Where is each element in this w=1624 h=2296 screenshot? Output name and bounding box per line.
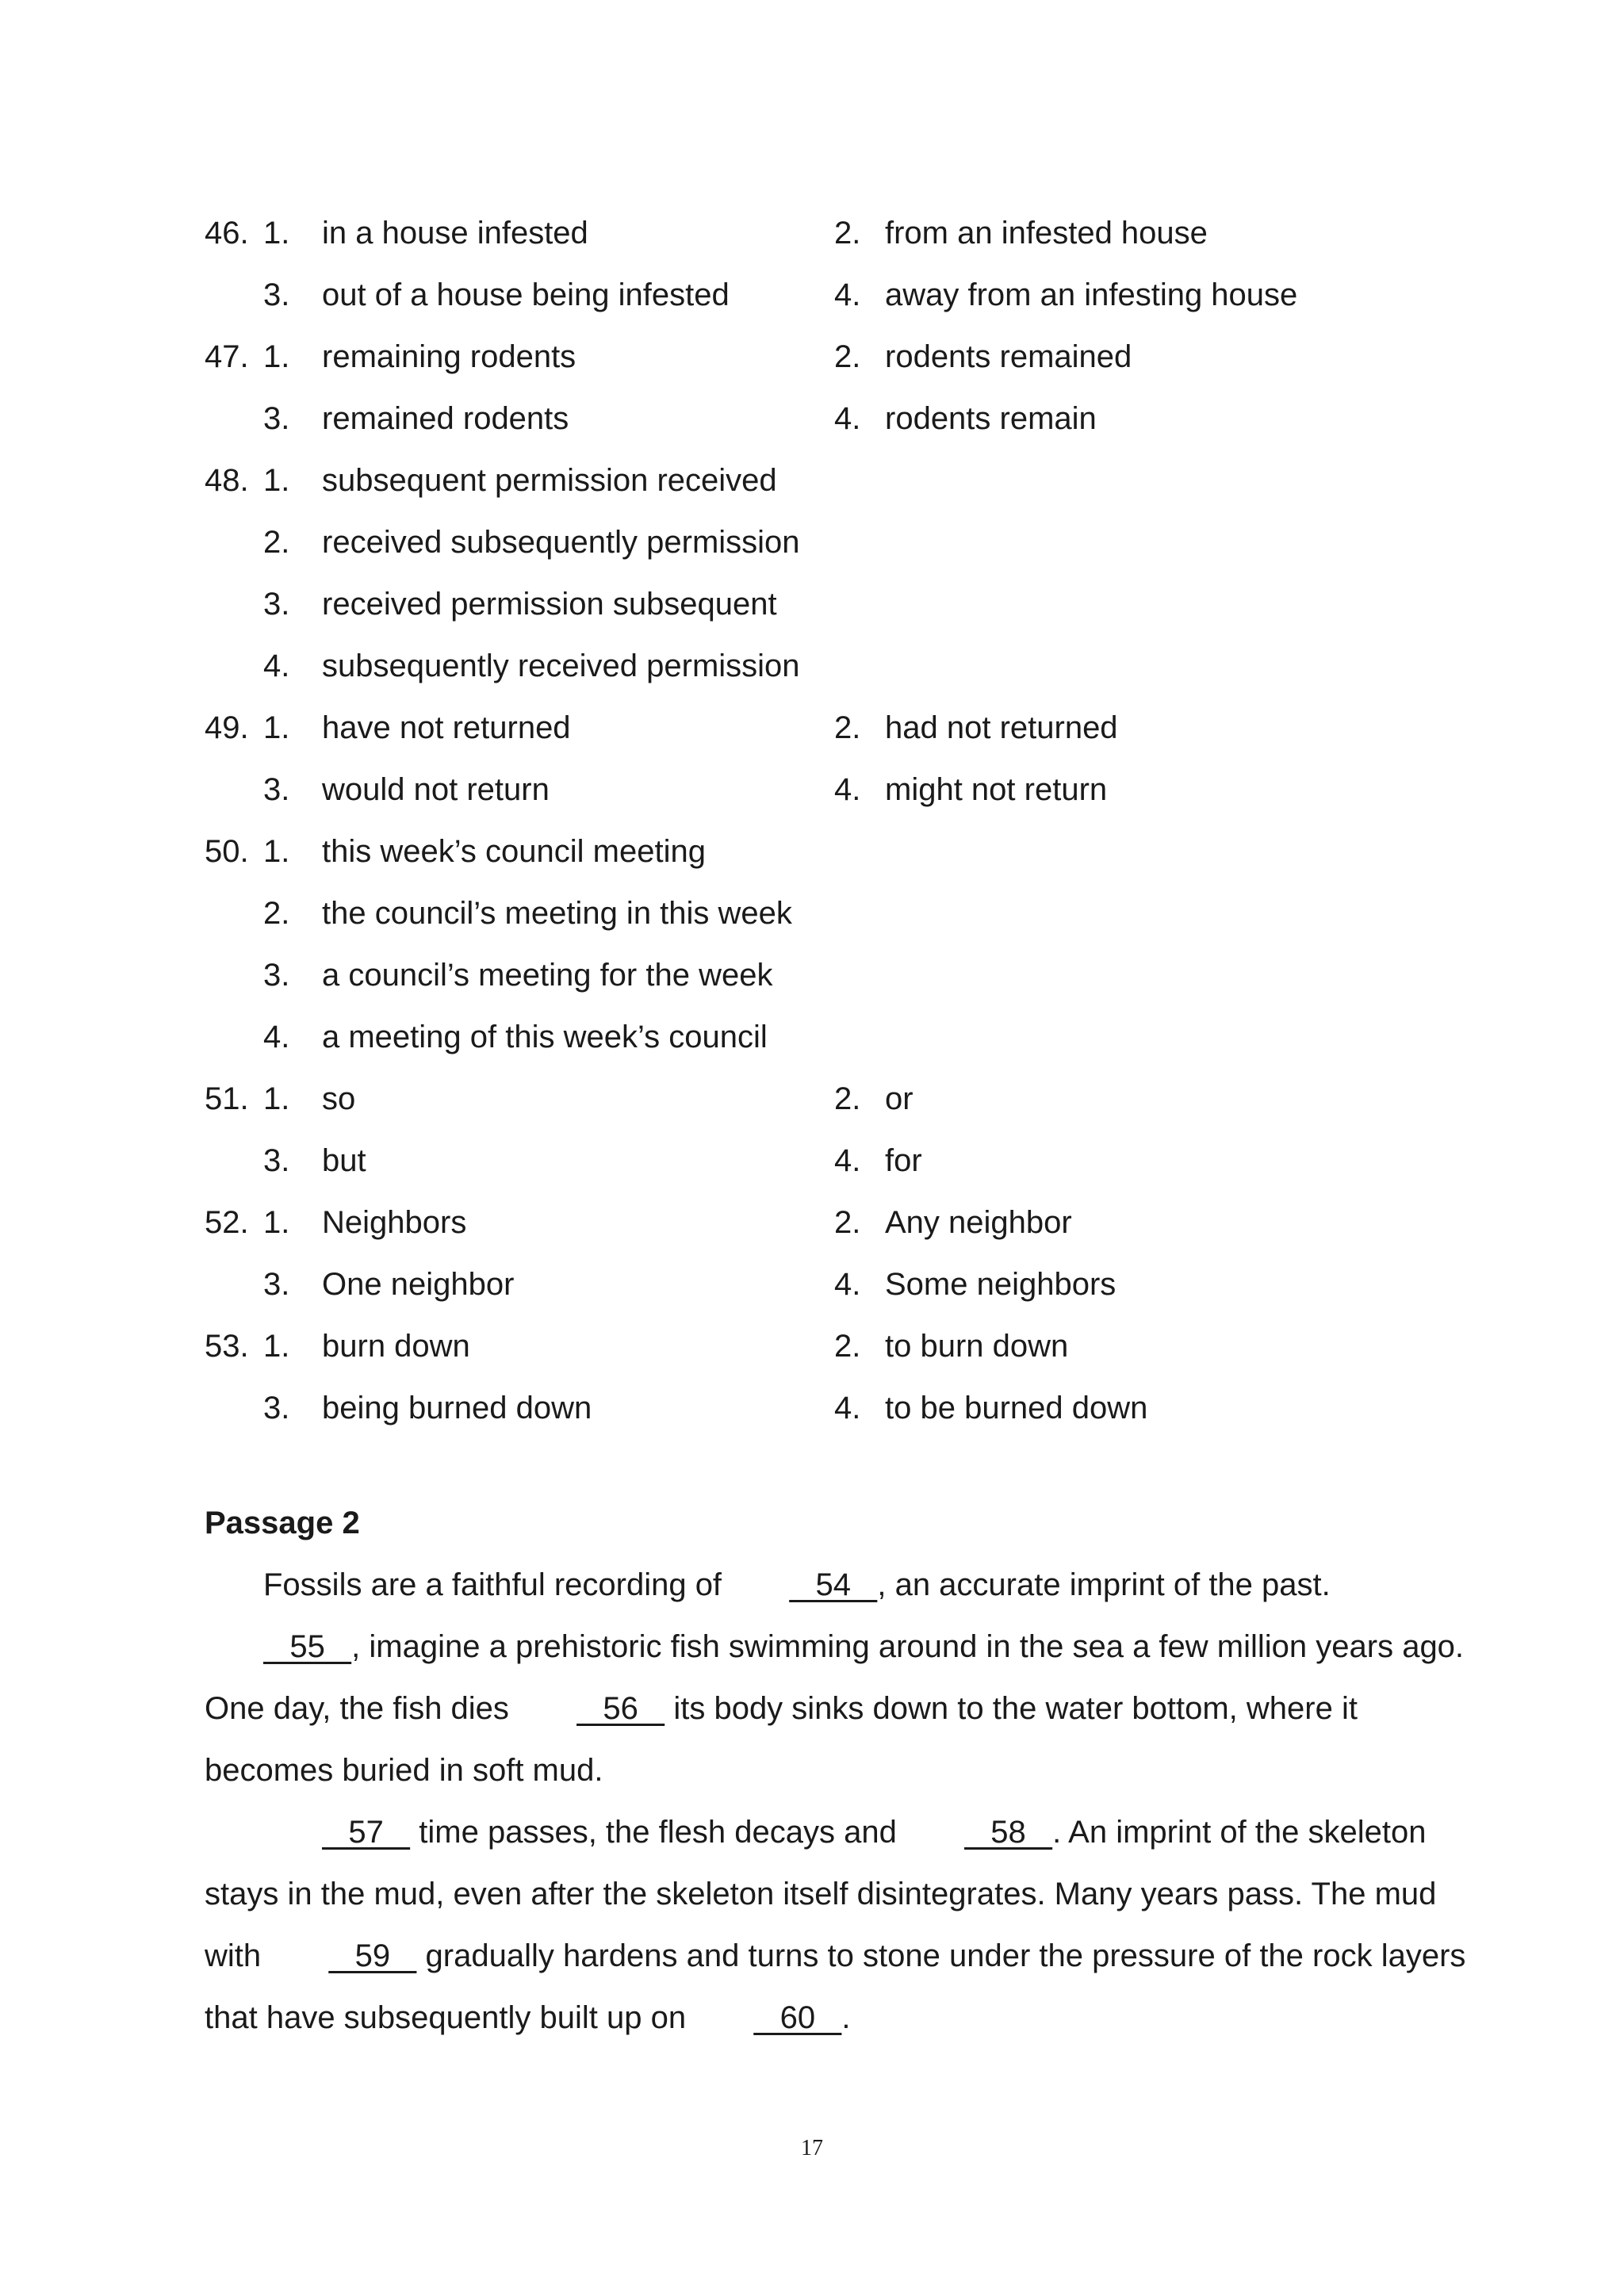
option-text: might not return — [885, 772, 1108, 807]
passage-text: gradually hardens and turns to stone under the pressure of the rock layers that have subsequently built up on — [205, 1938, 1466, 2035]
option-text: rodents remain — [885, 401, 1097, 436]
option-number: 2. — [263, 896, 290, 931]
question-48-row-c — [205, 573, 1473, 635]
question-48-row-a — [205, 450, 1473, 511]
option-text: Any neighbor — [885, 1205, 1072, 1240]
option-text: subsequent permission received — [322, 463, 777, 498]
blank-57: 57 — [322, 1815, 411, 1850]
question-49-row-b — [205, 759, 1473, 821]
question-number: 46. — [205, 216, 249, 251]
question-47-row-a — [205, 326, 1473, 388]
option-text: to burn down — [885, 1329, 1069, 1364]
question-48-row-d — [205, 635, 1473, 697]
option-number: 4. — [834, 772, 861, 807]
option-number: 2. — [263, 525, 290, 560]
option-text: this week’s council meeting — [322, 834, 706, 869]
option-text: would not return — [322, 772, 550, 807]
option-text: burn down — [322, 1329, 470, 1364]
option-text: remaining rodents — [322, 339, 576, 374]
option-text: away from an infesting house — [885, 277, 1298, 312]
option-text: to be burned down — [885, 1391, 1148, 1425]
option-text: subsequently received permission — [322, 649, 800, 683]
passage-body — [205, 1554, 1473, 2049]
option-text: a council’s meeting for the week — [322, 958, 773, 993]
question-50-row-c — [205, 944, 1473, 1006]
option-text: a meeting of this week’s council — [322, 1020, 768, 1054]
passage-text: its body sinks down to the water bottom, where it becomes buried in soft mud. — [205, 1691, 1358, 1788]
question-number: 50. — [205, 834, 249, 869]
passage-text: Fossils are a faithful recording of — [263, 1567, 731, 1602]
question-50-row-b — [205, 882, 1473, 944]
passage-text: , imagine a prehistoric fish swimming around in the sea a few million years ago. One day, the fish dies — [205, 1629, 1465, 1726]
option-number: 3. — [263, 1267, 290, 1302]
option-number: 1. — [263, 339, 290, 374]
question-number: 53. — [205, 1329, 249, 1364]
option-number: 4. — [263, 649, 290, 683]
option-number: 3. — [263, 772, 290, 807]
question-number: 49. — [205, 710, 249, 745]
option-text: had not returned — [885, 710, 1118, 745]
question-list — [205, 202, 1473, 1439]
option-number: 1. — [263, 710, 290, 745]
option-number: 3. — [263, 401, 290, 436]
option-number: 4. — [834, 1267, 861, 1302]
question-number: 51. — [205, 1081, 249, 1116]
option-number: 3. — [263, 587, 290, 622]
option-number: 4. — [263, 1020, 290, 1054]
question-52-row-a — [205, 1192, 1473, 1253]
question-46-row-b — [205, 264, 1473, 326]
option-text: being burned down — [322, 1391, 592, 1425]
option-text: Some neighbors — [885, 1267, 1116, 1302]
option-number: 3. — [263, 277, 290, 312]
option-text: remained rodents — [322, 401, 569, 436]
passage-title: Passage 2 — [205, 1506, 360, 1540]
question-52-row-b — [205, 1253, 1473, 1315]
option-text: in a house infested — [322, 216, 588, 251]
option-number: 2. — [834, 216, 861, 251]
question-number: 48. — [205, 463, 249, 498]
option-text: for — [885, 1143, 922, 1178]
page-number: 17 — [801, 2136, 823, 2160]
option-number: 1. — [263, 1329, 290, 1364]
option-text: rodents remained — [885, 339, 1132, 374]
option-number: 2. — [834, 710, 861, 745]
option-text: from an infested house — [885, 216, 1208, 251]
option-number: 1. — [263, 1081, 290, 1116]
option-number: 3. — [263, 1143, 290, 1178]
question-46-row-a — [205, 202, 1473, 264]
option-text: have not returned — [322, 710, 571, 745]
question-51-row-b — [205, 1130, 1473, 1192]
option-number: 4. — [834, 401, 861, 436]
passage-text: . An imprint of the skeleton stays in the mud, even after the skeleton itself disintegrates. Many years pass. The mud with — [205, 1815, 1437, 1973]
blank-60: 60 — [753, 2000, 842, 2035]
option-text: so — [322, 1081, 356, 1116]
option-text: received permission subsequent — [322, 587, 777, 622]
option-text: the council’s meeting in this week — [322, 896, 792, 931]
option-number: 3. — [263, 1391, 290, 1425]
question-50-row-d — [205, 1006, 1473, 1068]
passage-text: time passes, the flesh decays and — [410, 1815, 906, 1850]
question-number: 52. — [205, 1205, 249, 1240]
question-48-row-b — [205, 511, 1473, 573]
question-number: 47. — [205, 339, 249, 374]
passage-text: , an accurate imprint of the past. — [877, 1567, 1331, 1602]
question-51-row-a — [205, 1068, 1473, 1130]
option-number: 4. — [834, 277, 861, 312]
question-53-row-a — [205, 1315, 1473, 1377]
option-number: 1. — [263, 1205, 290, 1240]
option-number: 1. — [263, 463, 290, 498]
blank-55: 55 — [263, 1629, 352, 1664]
option-number: 2. — [834, 1205, 861, 1240]
option-text: One neighbor — [322, 1267, 515, 1302]
option-number: 1. — [263, 216, 290, 251]
passage-paragraph-2 — [205, 1801, 1473, 2049]
option-text: but — [322, 1143, 366, 1178]
option-number: 2. — [834, 339, 861, 374]
question-50-row-a — [205, 821, 1473, 882]
blank-59: 59 — [328, 1938, 417, 1973]
question-47-row-b — [205, 388, 1473, 450]
question-53-row-b — [205, 1377, 1473, 1439]
option-text: received subsequently permission — [322, 525, 800, 560]
option-number: 4. — [834, 1143, 861, 1178]
passage-text: . — [841, 2000, 851, 2035]
option-number: 4. — [834, 1391, 861, 1425]
option-number: 3. — [263, 958, 290, 993]
option-text: Neighbors — [322, 1205, 467, 1240]
question-49-row-a — [205, 697, 1473, 759]
blank-56: 56 — [576, 1691, 665, 1726]
option-number: 2. — [834, 1329, 861, 1364]
option-text: or — [885, 1081, 914, 1116]
option-number: 2. — [834, 1081, 861, 1116]
option-text: out of a house being infested — [322, 277, 730, 312]
blank-58: 58 — [963, 1815, 1053, 1850]
blank-54: 54 — [789, 1567, 878, 1602]
option-number: 1. — [263, 834, 290, 869]
passage-paragraph-1 — [205, 1554, 1473, 1801]
